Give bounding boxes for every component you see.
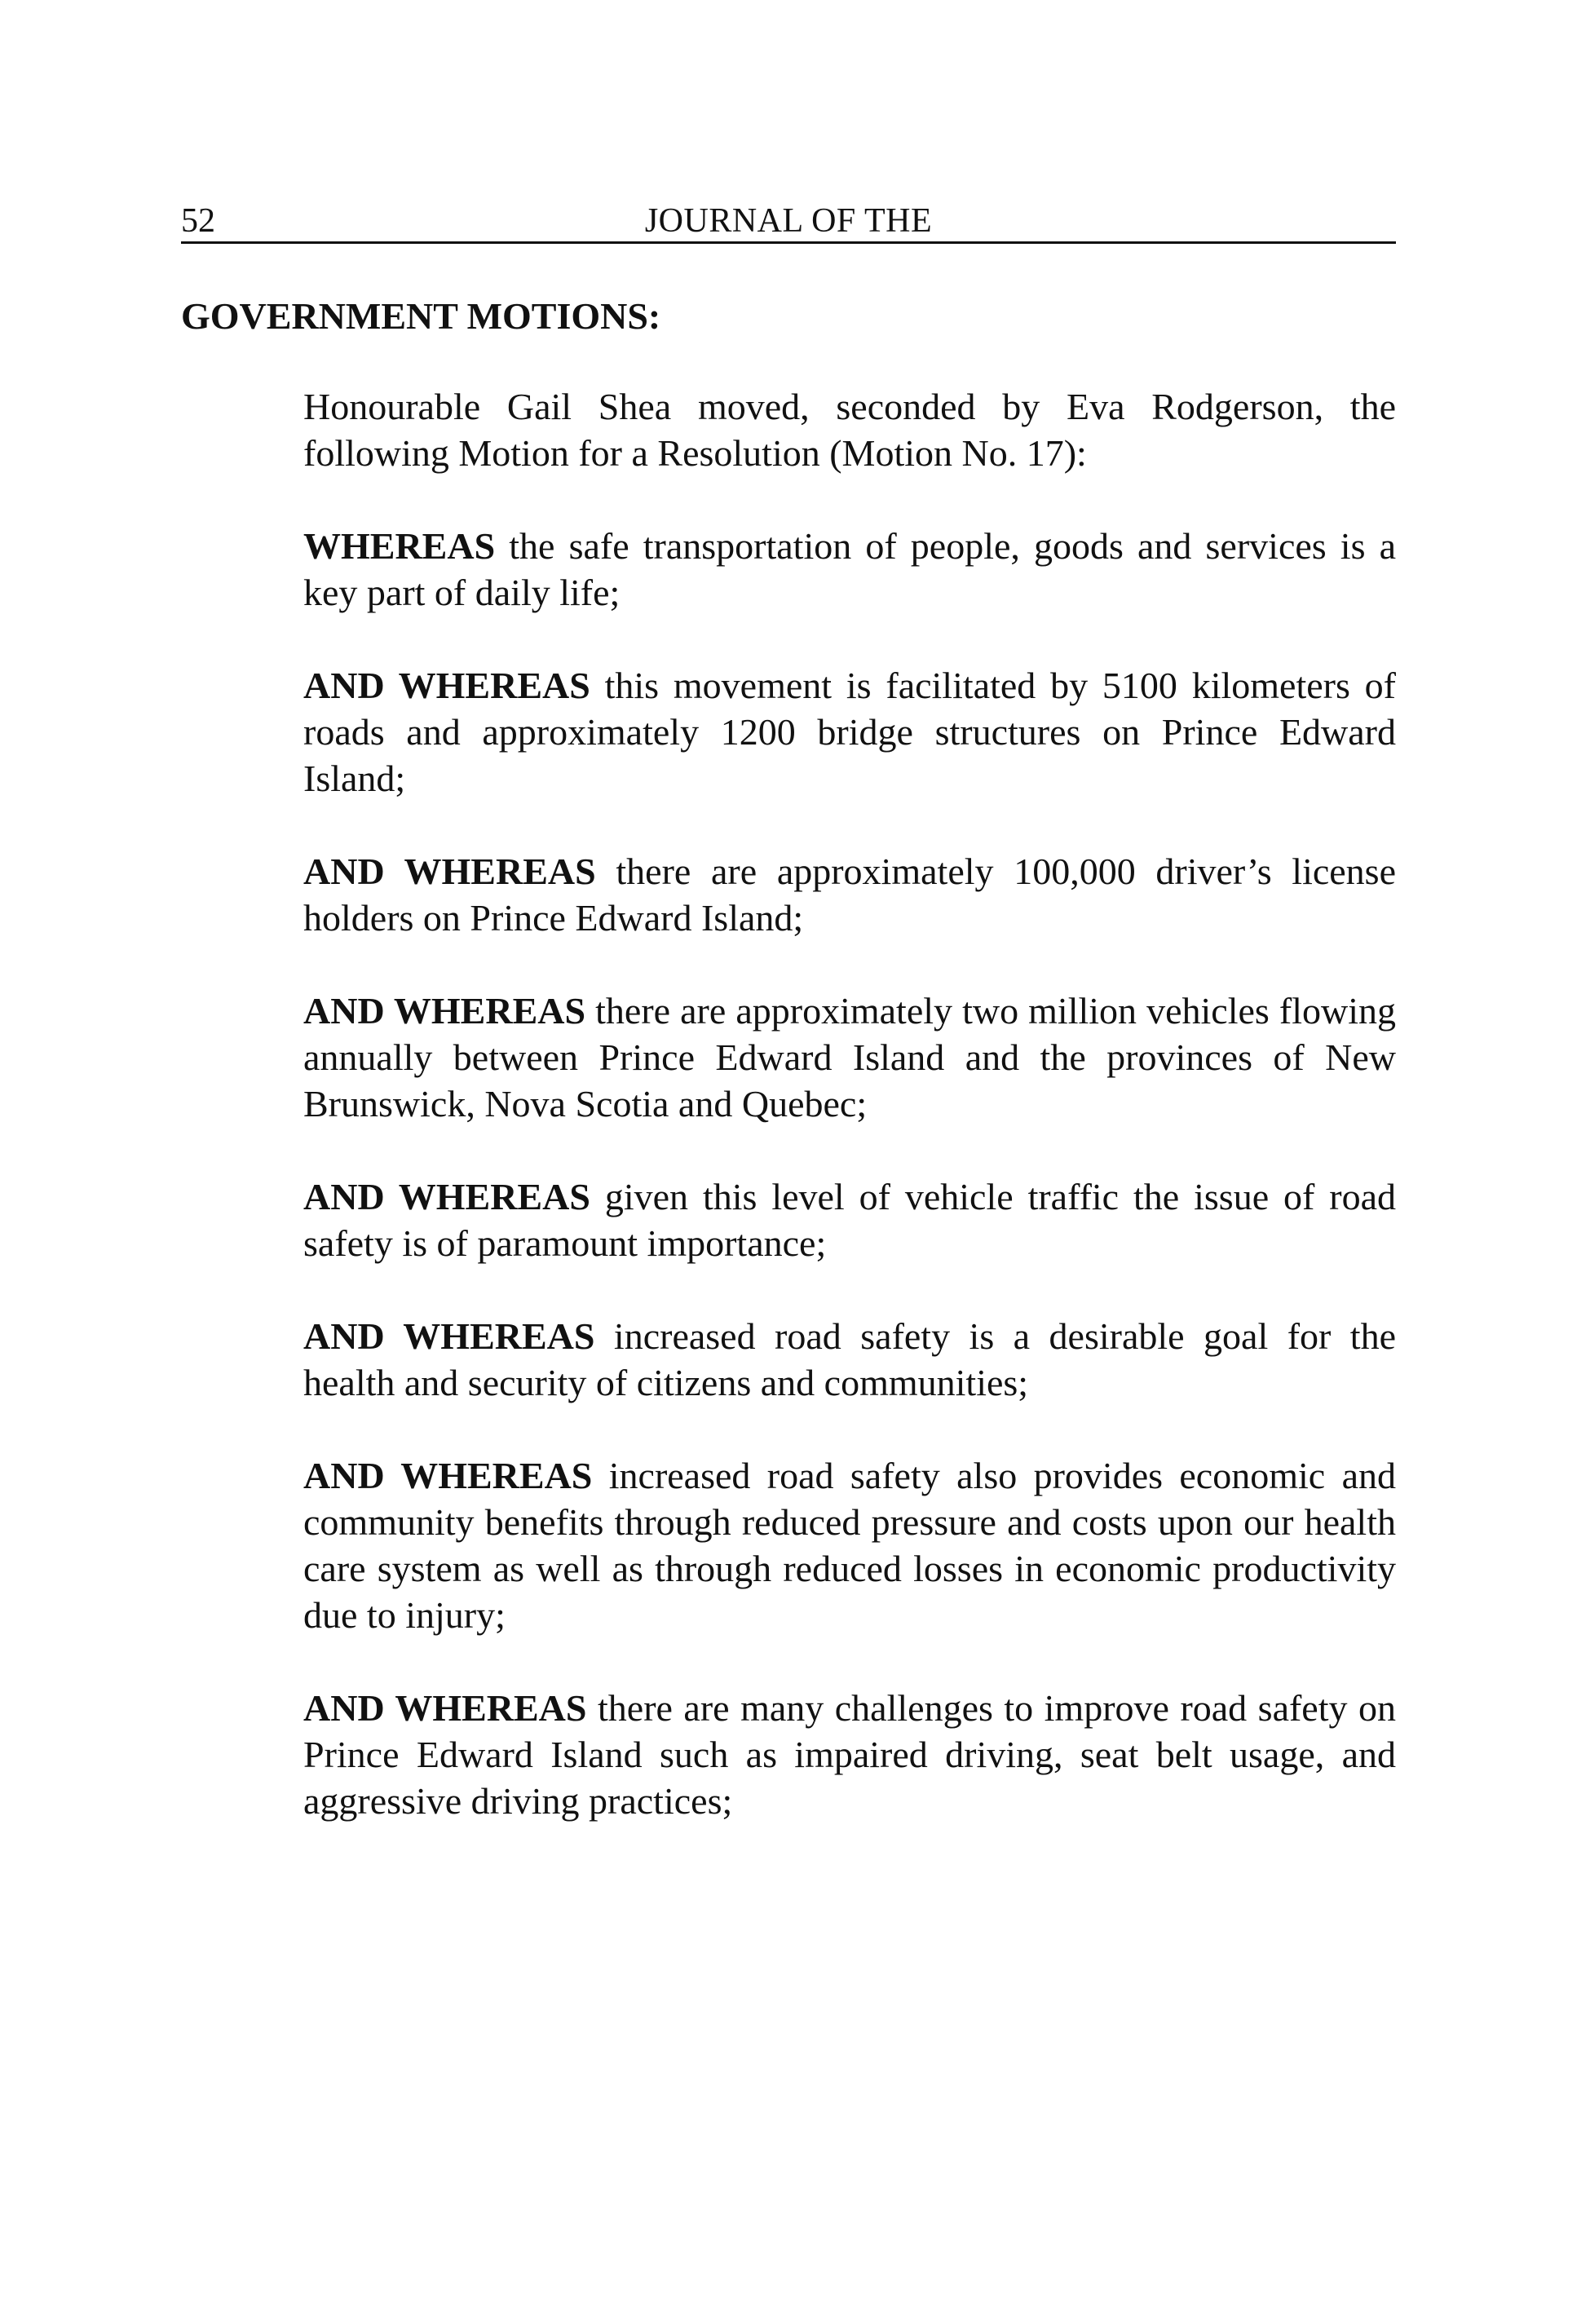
clause-keyword: AND WHEREAS: [303, 1687, 587, 1729]
clause-text: the safe transportation of people, goods and services is a key part of daily life;: [303, 525, 1396, 613]
whereas-clause: [303, 523, 1396, 616]
whereas-clause: [303, 662, 1396, 802]
clause-text: given this level of vehicle traffic the issue of road safety is of paramount importance;: [303, 1176, 1397, 1264]
whereas-clause: [303, 1685, 1396, 1824]
page-number: 52: [181, 202, 215, 240]
clause-keyword: AND WHEREAS: [303, 1315, 595, 1357]
clause-text: there are approximately two million vehicles flowing annually between Prince Edward Island and the provinces of New Brunswick, Nova Scotia and Quebec;: [303, 990, 1396, 1124]
motion-body: [303, 383, 1396, 1871]
clause-keyword: AND WHEREAS: [303, 665, 590, 706]
clause-keyword: AND WHEREAS: [303, 990, 586, 1032]
clause-keyword: AND WHEREAS: [303, 1176, 590, 1217]
section-heading: GOVERNMENT MOTIONS:: [181, 295, 661, 337]
whereas-clause: [303, 1173, 1396, 1266]
clause-text: there are many challenges to improve road safety on Prince Edward Island such as impaired driving, seat belt usage, and aggressive driving practices;: [303, 1687, 1397, 1822]
whereas-clause: [303, 848, 1396, 941]
motion-intro: Honourable Gail Shea moved, seconded by Eva Rodgerson, the following Motion for a Resolution (Motion No. 17):: [303, 386, 1396, 474]
running-title: JOURNAL OF THE: [644, 202, 933, 240]
clause-text: increased road safety is a desirable goal for the health and security of citizens and communities;: [303, 1315, 1397, 1403]
page-header: [181, 196, 1396, 244]
clause-text: this movement is facilitated by 5100 kilometers of roads and approximately 1200 bridge structures on Prince Edward Island;: [303, 665, 1396, 799]
clause-keyword: AND WHEREAS: [303, 1455, 593, 1496]
clause-keyword: WHEREAS: [303, 525, 496, 567]
whereas-clause: [303, 987, 1396, 1127]
clause-text: increased road safety also provides economic and community benefits through reduced pressure and costs upon our health care system as well as through reduced losses in economic productivity due to injury;: [303, 1455, 1396, 1636]
whereas-clause: [303, 1452, 1396, 1638]
clause-text: there are approximately 100,000 driver’s license holders on Prince Edward Island;: [303, 851, 1396, 939]
clause-keyword: AND WHEREAS: [303, 851, 596, 892]
whereas-clause: [303, 1313, 1396, 1406]
